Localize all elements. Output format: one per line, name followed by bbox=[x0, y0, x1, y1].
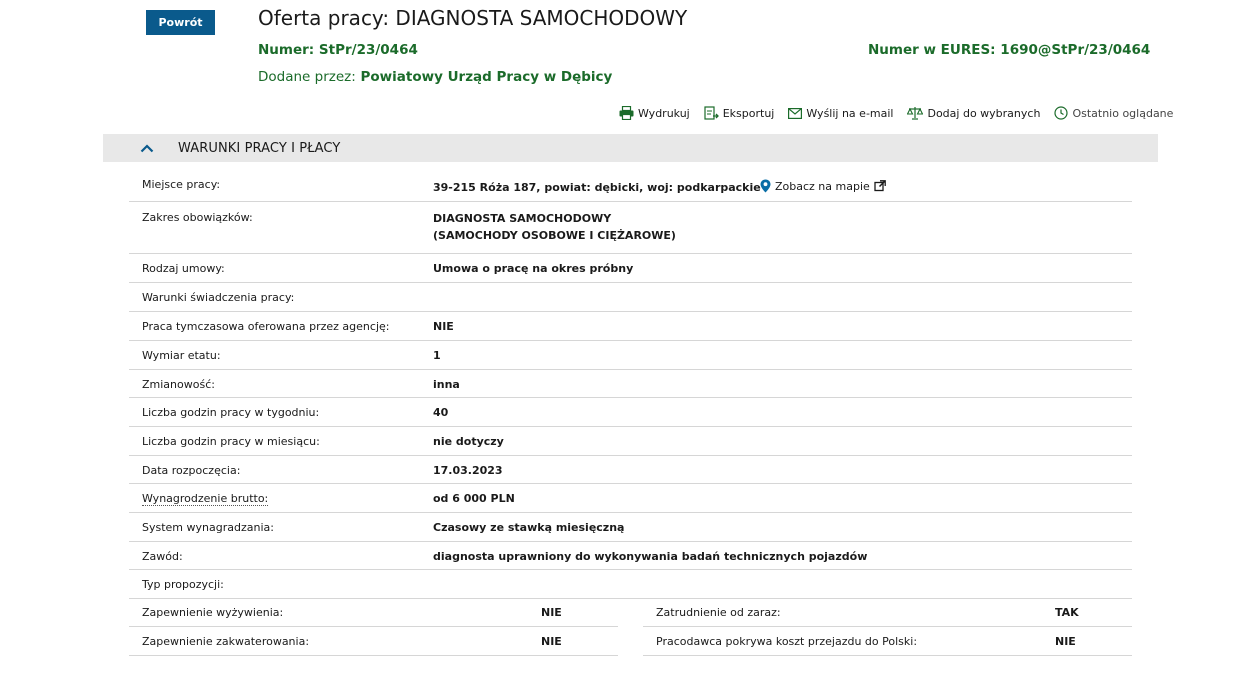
row-label: Typ propozycji: bbox=[142, 578, 224, 591]
export-label: Eksportuj bbox=[722, 106, 775, 120]
table-row bbox=[129, 484, 1132, 513]
offer-number-label: Numer: bbox=[258, 42, 315, 58]
left-cell bbox=[129, 598, 618, 627]
row-label: Liczba godzin pracy w miesiącu: bbox=[142, 435, 320, 448]
row-value: TAK bbox=[1055, 605, 1079, 619]
offer-number bbox=[258, 42, 418, 58]
recent-label: Ostatnio oglądane bbox=[1072, 106, 1174, 120]
row-label: Zmianowość: bbox=[142, 378, 215, 391]
favorites-action[interactable] bbox=[907, 106, 1040, 120]
right-cell bbox=[643, 627, 1132, 656]
right-cell bbox=[643, 598, 1132, 627]
chevron-up-icon[interactable] bbox=[139, 140, 155, 156]
row-value: Umowa o pracę na okres próbny bbox=[433, 262, 634, 275]
row-label: Zapewnienie zakwaterowania: bbox=[142, 634, 310, 648]
row-value: diagnosta uprawniony do wykonywania badań technicznych pojazdów bbox=[433, 550, 868, 563]
back-button[interactable]: Powrót bbox=[146, 10, 215, 35]
print-label: Wydrukuj bbox=[638, 106, 690, 120]
row-value: 1 bbox=[433, 349, 441, 362]
scales-icon bbox=[907, 106, 923, 120]
page-title: Oferta pracy: DIAGNOSTA SAMOCHODOWY bbox=[258, 6, 688, 30]
row-label: Rodzaj umowy: bbox=[142, 262, 225, 275]
table-row bbox=[129, 312, 1132, 341]
export-action[interactable] bbox=[704, 106, 775, 121]
row-label: Zapewnienie wyżywienia: bbox=[142, 605, 284, 619]
conditions-table bbox=[129, 170, 1132, 599]
map-pin-icon bbox=[760, 179, 771, 193]
table-row bbox=[129, 398, 1132, 427]
row-value: 17.03.2023 bbox=[433, 464, 503, 477]
action-toolbar bbox=[619, 104, 1173, 122]
favorites-label: Dodaj do wybranych bbox=[927, 106, 1041, 120]
row-label: Zatrudnienie od zaraz: bbox=[656, 605, 781, 619]
eures-number-value: 1690@StPr/23/0464 bbox=[1000, 42, 1151, 58]
print-action[interactable] bbox=[619, 106, 690, 120]
table-row bbox=[129, 598, 1132, 627]
row-label: Wymiar etatu: bbox=[142, 349, 221, 362]
row-value: NIE bbox=[541, 605, 562, 619]
external-link-icon bbox=[874, 180, 886, 192]
offer-number-value: StPr/23/0464 bbox=[318, 42, 418, 58]
row-label: Data rozpoczęcia: bbox=[142, 464, 241, 477]
eures-number-label: Numer w EURES: bbox=[868, 42, 996, 58]
row-label: Zawód: bbox=[142, 550, 183, 563]
email-action[interactable] bbox=[788, 107, 893, 120]
added-by-label: Dodane przez: bbox=[258, 69, 356, 85]
left-cell bbox=[129, 627, 618, 656]
row-label bbox=[129, 492, 433, 505]
table-row bbox=[129, 627, 1132, 656]
row-label: Praca tymczasowa oferowana przez agencję: bbox=[142, 320, 390, 333]
table-row bbox=[129, 542, 1132, 570]
section-title: WARUNKI PRACY I PŁACY bbox=[178, 140, 341, 156]
table-row bbox=[129, 254, 1132, 283]
table-row bbox=[129, 341, 1132, 370]
table-row bbox=[129, 570, 1132, 599]
row-value-line: (SAMOCHODY OSOBOWE I CIĘŻAROWE) bbox=[433, 229, 676, 242]
email-label: Wyślij na e-mail bbox=[806, 106, 894, 120]
added-by bbox=[258, 69, 612, 85]
table-row bbox=[129, 456, 1132, 484]
table-row bbox=[129, 513, 1132, 542]
row-value: 39-215 Róża 187, powiat: dębicki, woj: podkarpackie bbox=[433, 181, 761, 194]
row-label: Miejsce pracy: bbox=[142, 178, 221, 191]
table-row bbox=[129, 370, 1132, 398]
row-label: Zakres obowiązków: bbox=[142, 211, 253, 224]
row-value: NIE bbox=[541, 634, 562, 648]
map-link[interactable] bbox=[760, 179, 890, 193]
table-row bbox=[129, 283, 1132, 312]
export-icon bbox=[704, 106, 719, 121]
row-label: Liczba godzin pracy w tygodniu: bbox=[142, 406, 320, 419]
recent-action[interactable] bbox=[1054, 106, 1173, 120]
row-value: od 6 000 PLN bbox=[433, 492, 515, 505]
row-value: 40 bbox=[433, 406, 449, 419]
row-value: NIE bbox=[433, 320, 454, 333]
clock-icon bbox=[1054, 106, 1068, 120]
salary-label[interactable]: Wynagrodzenie brutto: bbox=[142, 492, 269, 505]
section-header[interactable] bbox=[103, 134, 1158, 162]
envelope-icon bbox=[788, 108, 802, 119]
row-value bbox=[433, 210, 676, 244]
row-value: inna bbox=[433, 378, 460, 391]
row-label: System wynagradzania: bbox=[142, 521, 274, 534]
table-row bbox=[129, 170, 1132, 202]
row-label: Warunki świadczenia pracy: bbox=[142, 291, 295, 304]
added-by-value: Powiatowy Urząd Pracy w Dębicy bbox=[360, 69, 613, 85]
table-row bbox=[129, 427, 1132, 456]
row-value: Czasowy ze stawką miesięczną bbox=[433, 521, 625, 534]
table-row bbox=[129, 202, 1132, 254]
row-value: NIE bbox=[1055, 634, 1076, 648]
row-value-line: DIAGNOSTA SAMOCHODOWY bbox=[433, 212, 612, 225]
row-value: nie dotyczy bbox=[433, 435, 504, 448]
proposal-details bbox=[129, 598, 1132, 656]
printer-icon bbox=[619, 106, 634, 120]
eures-number bbox=[868, 42, 1150, 58]
map-link-label: Zobacz na mapie bbox=[775, 179, 870, 193]
row-label: Pracodawca pokrywa koszt przejazdu do Polski: bbox=[656, 634, 918, 648]
